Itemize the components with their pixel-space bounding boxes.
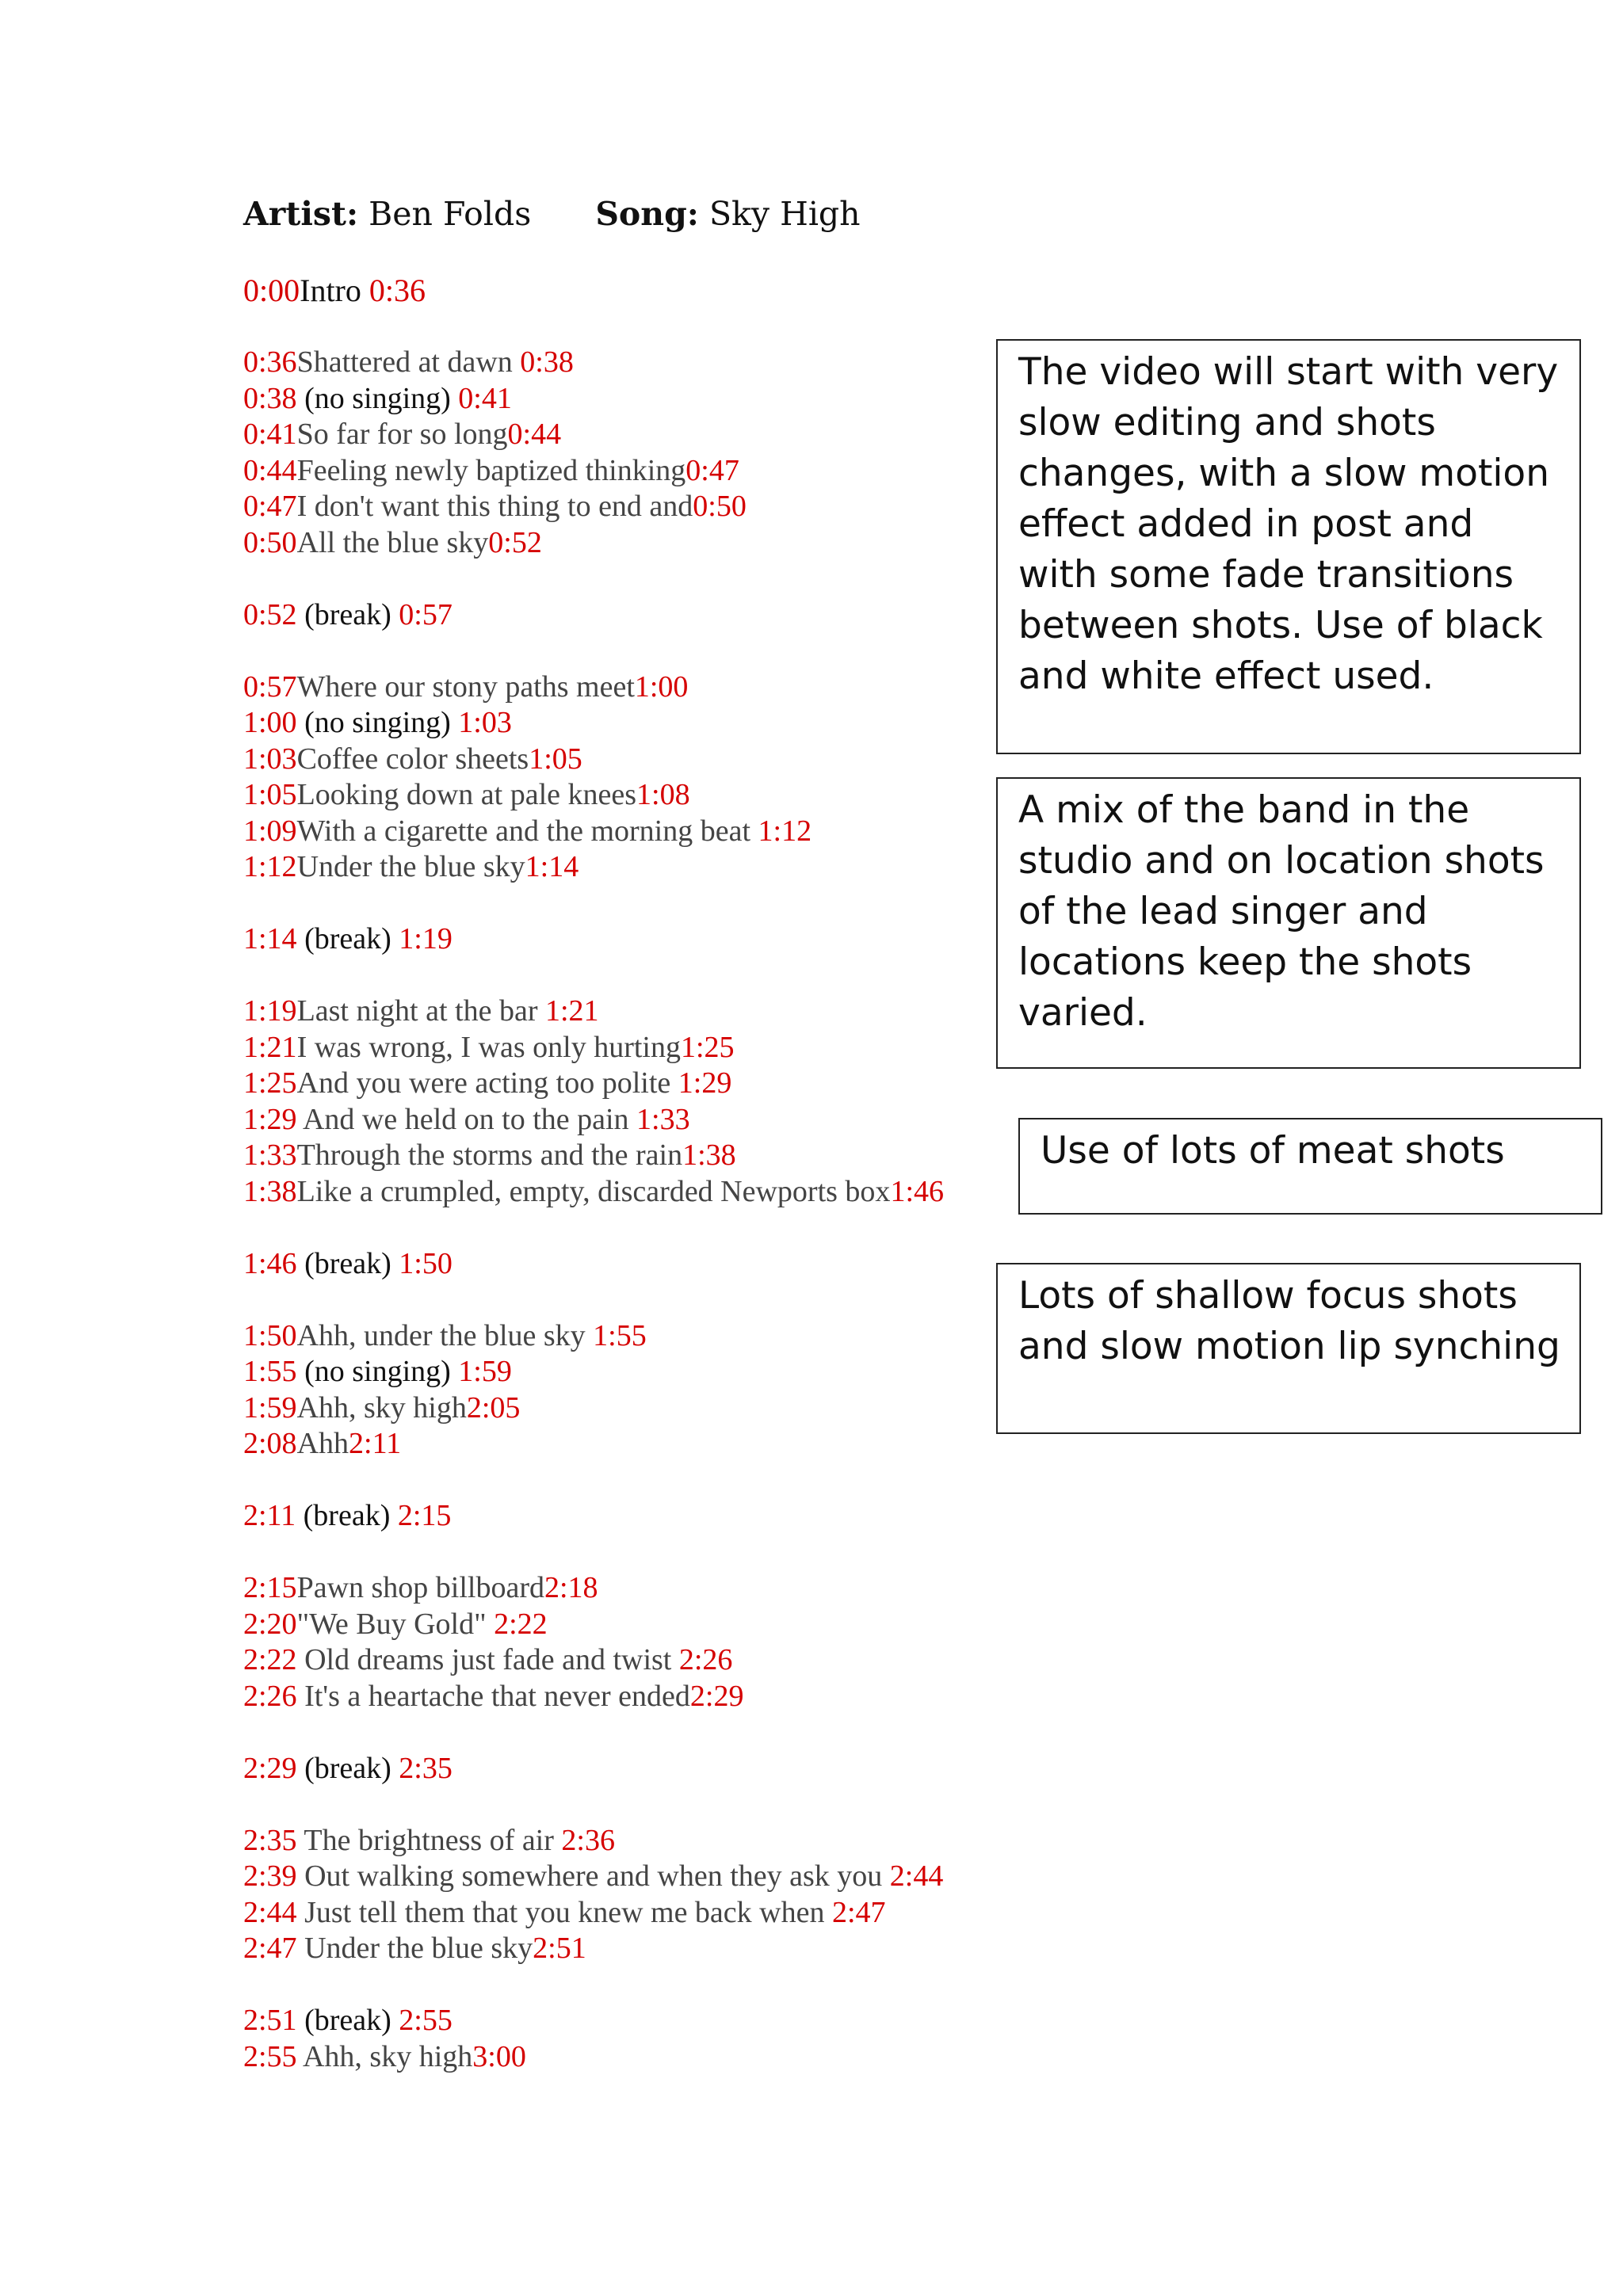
start-time: 2:44 [243,1895,297,1929]
lyric-line [243,1751,944,1787]
lyric-text: (break) [296,922,399,955]
end-time: 1:46 [890,1174,944,1208]
end-time: 2:47 [831,1895,886,1929]
lyric-line [243,1318,944,1355]
lyric-line [243,1102,944,1138]
start-time: 2:35 [243,1823,297,1857]
lyric-text: (break) [296,1246,399,1280]
lyric-line [243,1138,944,1174]
end-time: 2:22 [494,1607,548,1641]
lyric-text: Intro [300,273,369,308]
start-time: 0:47 [243,490,297,523]
end-time: 1:38 [682,1138,736,1172]
start-time: 2:29 [243,1751,297,1785]
start-time: 1:55 [243,1355,297,1388]
end-time: 1:21 [544,994,599,1028]
start-time: 2:20 [243,1607,297,1641]
end-time: 2:11 [349,1427,402,1460]
lyric-line [243,742,944,778]
lyric-text: (break) [296,2004,399,2037]
start-time: 1:46 [243,1246,297,1280]
lyric-line [243,1931,944,1967]
lyric-line [243,1607,944,1643]
lyric-line [243,597,944,634]
lyric-line [243,921,944,958]
lyric-line [243,273,944,309]
end-time: 1:03 [458,706,512,739]
lyric-line [243,1859,944,1895]
end-time: 1:33 [636,1102,690,1136]
end-time: 0:41 [458,381,512,415]
end-time: 0:50 [693,490,747,523]
end-time: 0:57 [399,597,453,631]
lyric-text: Under the blue sky [296,850,525,883]
start-time: 0:00 [243,273,300,308]
start-time: 1:59 [243,1390,297,1425]
lyric-line [243,1679,944,1715]
lyric-text: So far for so long [296,418,508,451]
start-time: 1:09 [243,814,297,848]
start-time: 2:22 [243,1643,297,1676]
end-time: 1:14 [525,850,579,883]
end-time: 1:08 [636,778,690,811]
start-time: 1:00 [243,706,297,739]
artist-name: Ben Folds [369,195,532,233]
end-time: 0:38 [520,345,574,379]
lyric-line [243,1895,944,1932]
lyric-text: And we held on to the pain [296,1102,637,1136]
lyric-line [243,777,944,814]
lyric-text: Ahh, under the blue sky [296,1318,594,1352]
end-time: 0:52 [488,525,542,559]
end-time: 1:29 [678,1066,732,1100]
lyric-line [243,1030,944,1066]
end-time: 2:18 [544,1571,598,1604]
start-time: 1:33 [243,1138,297,1172]
lyric-line [243,1066,944,1102]
lyric-text: I was wrong, I was only hurting [296,1030,681,1064]
note-box-focus [996,1263,1581,1434]
lyric-line [243,345,944,381]
end-time: 2:15 [397,1499,452,1532]
lyric-text: (no singing) [296,381,459,415]
end-time: 2:51 [533,1932,586,1965]
lyrics-timeline [243,273,944,2075]
end-time: 2:05 [466,1390,521,1425]
lyric-line [243,1246,944,1283]
note-box-editing [996,339,1581,754]
end-time: 0:44 [507,418,562,451]
note-box-locations [996,777,1581,1069]
note-text: Use of lots of meat shots [1041,1129,1505,1173]
lyric-line [243,1570,944,1607]
lyric-line [243,1823,944,1859]
note-box-shots [1018,1118,1602,1215]
lyric-text: Pawn shop billboard [296,1571,544,1604]
lyric-text: Just tell them that you knew me back when [296,1895,832,1929]
lyric-text: Through the storms and the rain [296,1138,683,1172]
start-time: 0:52 [243,597,297,631]
lyric-text: All the blue sky [296,525,489,559]
start-time: 0:36 [243,345,297,379]
lyric-text: (break) [296,1751,399,1785]
lyric-text: Looking down at pale knees [296,778,637,811]
lyric-text: With a cigarette and the morning beat [296,814,758,848]
start-time: 2:51 [243,2004,297,2037]
end-time: 1:19 [399,922,453,955]
end-time: 1:50 [399,1246,453,1280]
lyric-text: Where our stony paths meet [296,669,635,704]
start-time: 0:50 [243,525,297,559]
end-time: 1:12 [758,814,812,848]
start-time: 1:38 [243,1174,297,1208]
song-label: Song: [595,195,699,233]
lyric-text: It's a heartache that never ended [296,1679,690,1713]
start-time: 1:29 [243,1102,297,1136]
lyric-line [243,1174,944,1211]
end-time: 2:29 [689,1679,744,1713]
start-time: 1:14 [243,922,297,955]
lyric-text: Old dreams just fade and twist [296,1643,679,1676]
lyric-text: Under the blue sky [296,1932,533,1965]
lyric-line [243,417,944,453]
end-time: 1:00 [634,669,689,704]
note-text: Lots of shallow focus shots and slow motion lip synching [1018,1274,1560,1368]
start-time: 1:12 [243,850,297,883]
start-time: 0:41 [243,418,297,451]
start-time: 2:55 [243,2039,297,2073]
lyric-text: Out walking somewhere and when they ask you [296,1859,890,1893]
start-time: 2:11 [243,1499,296,1532]
start-time: 1:05 [243,778,297,811]
lyric-text: (no singing) [296,706,459,739]
start-time: 0:57 [243,669,297,704]
start-time: 2:15 [243,1571,297,1604]
start-time: 2:08 [243,1427,297,1460]
lyric-text: Ahh [296,1427,349,1460]
lyric-text: Shattered at dawn [296,345,521,379]
end-time: 2:55 [399,2004,453,2037]
lyric-text: "We Buy Gold" [296,1607,495,1641]
end-time: 1:55 [593,1318,647,1352]
start-time: 0:44 [243,453,297,487]
lyric-line [243,1498,944,1535]
lyric-line [243,1426,944,1463]
end-time: 2:44 [889,1859,944,1893]
note-text: A mix of the band in the studio and on location shots of the lead singer and locations keep the shots varied. [1018,788,1545,1035]
start-time: 2:26 [243,1679,297,1713]
lyric-text: Like a crumpled, empty, discarded Newports box [296,1174,891,1208]
lyric-line [243,2003,944,2039]
lyric-text: (break) [296,1499,398,1532]
start-time: 1:21 [243,1030,297,1064]
lyric-line [243,814,944,850]
lyric-line [243,705,944,742]
lyric-text: The brightness of air [296,1823,562,1857]
start-time: 1:50 [243,1318,297,1352]
lyric-line [243,1390,944,1427]
lyric-text: Ahh, sky high [296,1390,467,1425]
start-time: 0:38 [243,381,297,415]
lyric-text: Feeling newly baptized thinking [296,453,686,487]
song-header [243,195,861,233]
end-time: 1:59 [458,1355,512,1388]
start-time: 2:47 [243,1932,297,1965]
lyric-line [243,2039,944,2076]
end-time: 1:05 [529,742,582,776]
lyric-line [243,525,944,562]
lyric-text: Last night at the bar [296,994,545,1028]
lyric-line [243,849,944,886]
start-time: 2:39 [243,1859,297,1893]
lyric-line [243,669,944,706]
start-time: 1:19 [243,994,297,1028]
lyric-line [243,1642,944,1679]
start-time: 1:03 [243,742,297,776]
lyric-text: I don't want this thing to end and [296,490,693,523]
lyric-text: (no singing) [296,1355,459,1388]
lyric-line [243,489,944,525]
song-title: Sky High [708,195,861,233]
artist-label: Artist: [243,195,359,233]
end-time: 0:36 [369,273,426,308]
end-time: 1:25 [681,1030,735,1064]
lyric-line [243,994,944,1030]
note-text: The video will start with very slow editing and shots changes, with a slow motion effect added in post and with some fade transitions between shots. Use of black and white effect used. [1018,350,1559,698]
lyric-line [243,453,944,490]
end-time: 3:00 [472,2039,526,2073]
end-time: 2:36 [561,1823,615,1857]
lyric-line [243,381,944,418]
lyric-text: Ahh, sky high [296,2039,473,2073]
end-time: 0:47 [685,453,739,487]
lyric-text: Coffee color sheets [296,742,529,776]
end-time: 2:35 [399,1751,453,1785]
end-time: 2:26 [678,1643,733,1676]
lyric-text: (break) [296,597,399,631]
start-time: 1:25 [243,1066,297,1100]
lyric-text: And you were acting too polite [296,1066,678,1100]
lyric-line [243,1354,944,1390]
